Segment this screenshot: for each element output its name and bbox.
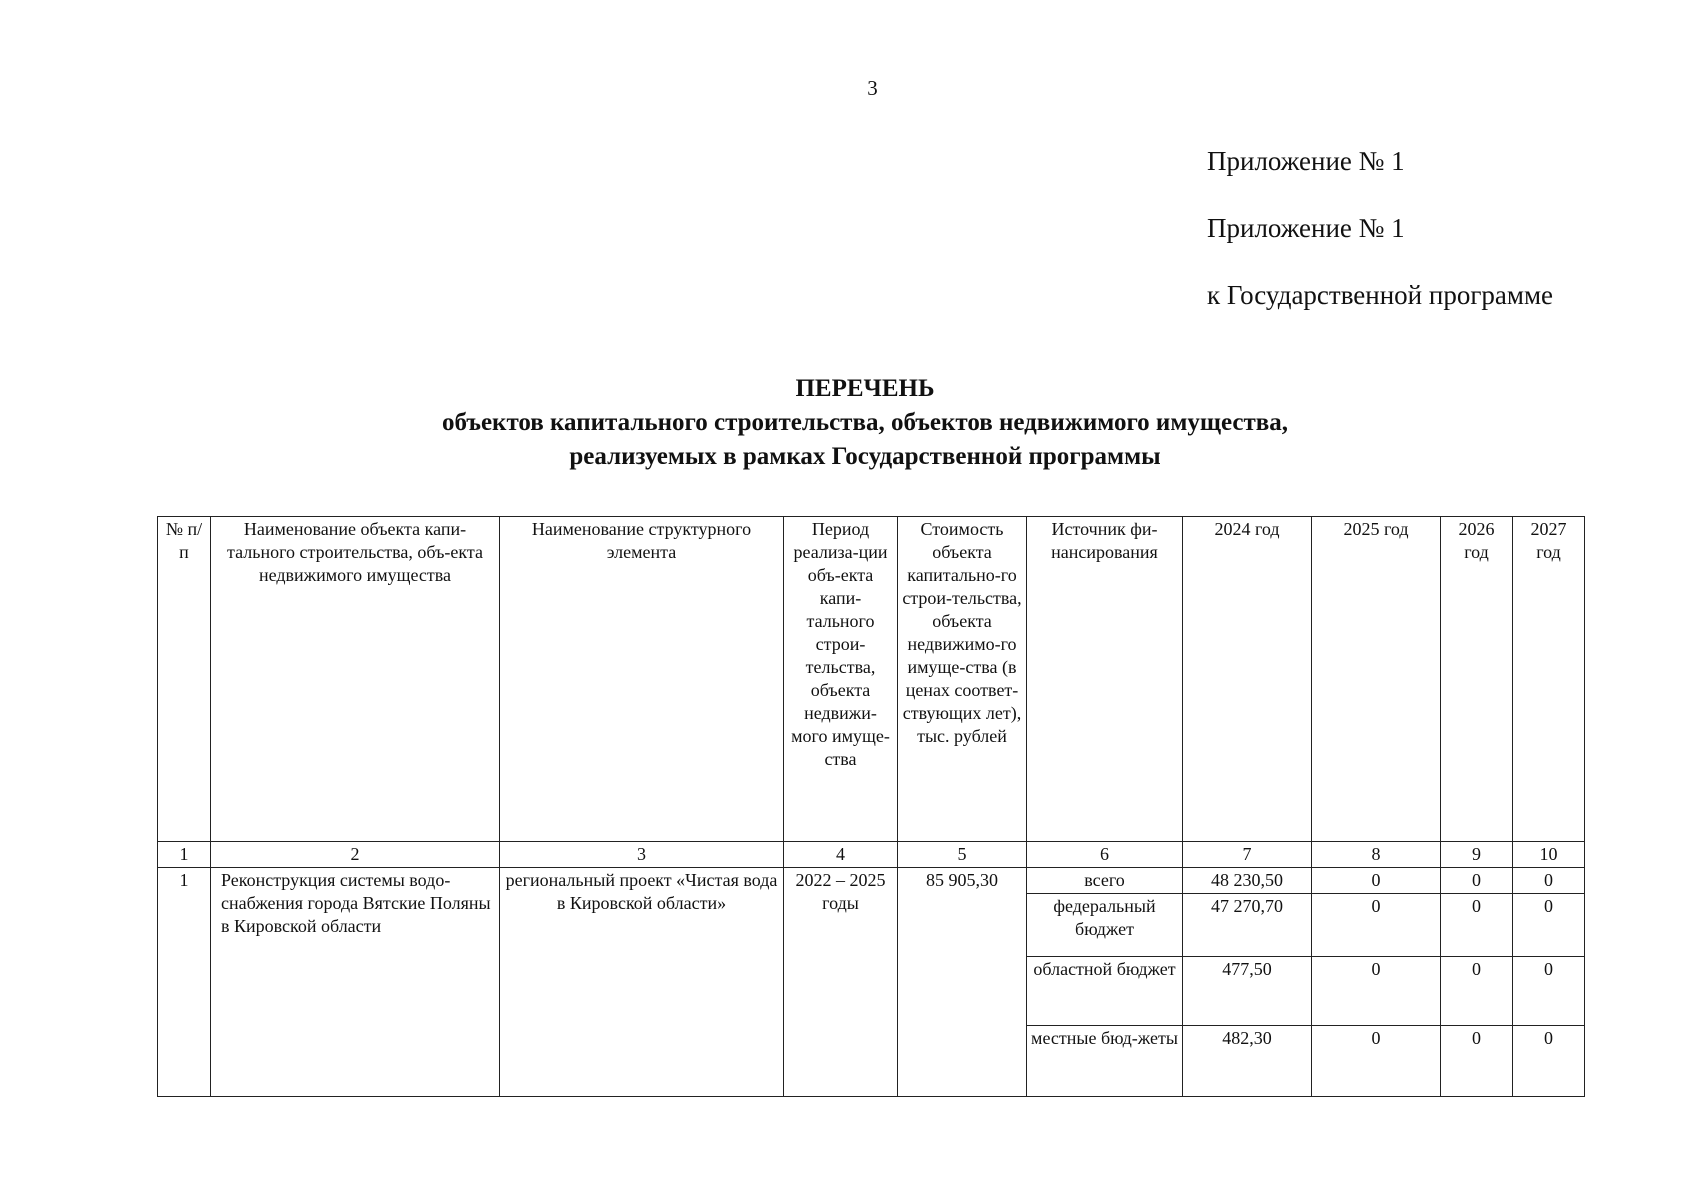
header-cost: Стоимость объекта капитально-го строи-тельства, объекта недвижимо-го имуще-ства (в ценах соответ-ствующих лет), тыс. рублей <box>898 517 1027 842</box>
header-num: № п/п <box>158 517 211 842</box>
document-title <box>330 372 1400 474</box>
column-number: 6 <box>1027 842 1183 868</box>
column-number: 4 <box>784 842 898 868</box>
header-source: Источник фи-нансирования <box>1027 517 1183 842</box>
implementation-period: 2022 – 2025 годы <box>784 868 898 1097</box>
header-2025: 2025 год <box>1312 517 1441 842</box>
value-2027: 0 <box>1513 1026 1585 1097</box>
row-num: 1 <box>158 868 211 1097</box>
value-2025: 0 <box>1312 1026 1441 1097</box>
appendix-line-3: к Государственной программе <box>1207 280 1554 310</box>
value-2025: 0 <box>1312 868 1441 894</box>
structural-element: региональный проект «Чистая вода в Кировской области» <box>500 868 784 1097</box>
header-2024: 2024 год <box>1183 517 1312 842</box>
column-number: 5 <box>898 842 1027 868</box>
header-2026: 2026 год <box>1441 517 1513 842</box>
object-name: Реконструкция системы водо-снабжения города Вятские Поляны в Кировской области <box>211 868 500 1097</box>
value-2024: 47 270,70 <box>1183 894 1312 957</box>
appendix-line-2: Приложение № 1 <box>1207 213 1405 243</box>
title-line-1: ПЕРЕЧЕНЬ <box>795 375 935 402</box>
value-2027: 0 <box>1513 868 1585 894</box>
column-number: 7 <box>1183 842 1312 868</box>
value-2026: 0 <box>1441 1026 1513 1097</box>
header-2027: 2027 год <box>1513 517 1585 842</box>
value-2027: 0 <box>1513 957 1585 1026</box>
header-row <box>158 517 1585 842</box>
financing-source: всего <box>1027 868 1183 894</box>
column-number: 10 <box>1513 842 1585 868</box>
title-line-3: реализуемых в рамках Государственной программы <box>569 443 1161 470</box>
column-number: 2 <box>211 842 500 868</box>
header-element: Наименование структурного элемента <box>500 517 784 842</box>
value-2026: 0 <box>1441 868 1513 894</box>
value-2024: 482,30 <box>1183 1026 1312 1097</box>
column-number: 1 <box>158 842 211 868</box>
value-2025: 0 <box>1312 957 1441 1026</box>
header-period: Период реализа-ции объ-екта капи-тального строи-тельства, объекта недвижи-мого имуще-ства <box>784 517 898 842</box>
title-line-2: объектов капитального строительства, объектов недвижимого имущества, <box>442 409 1288 436</box>
column-number-row <box>158 842 1585 868</box>
column-number: 8 <box>1312 842 1441 868</box>
column-number: 3 <box>500 842 784 868</box>
column-number: 9 <box>1441 842 1513 868</box>
value-2024: 477,50 <box>1183 957 1312 1026</box>
financing-source: федеральный бюджет <box>1027 894 1183 957</box>
objects-table <box>157 516 1585 1097</box>
value-2027: 0 <box>1513 894 1585 957</box>
header-object: Наименование объекта капи-тального строительства, объ-екта недвижимого имущества <box>211 517 500 842</box>
financing-source: областной бюджет <box>1027 957 1183 1026</box>
page-number: 3 <box>867 76 878 100</box>
value-2025: 0 <box>1312 894 1441 957</box>
table-row <box>158 868 1585 894</box>
value-2026: 0 <box>1441 894 1513 957</box>
value-2026: 0 <box>1441 957 1513 1026</box>
value-2024: 48 230,50 <box>1183 868 1312 894</box>
financing-source: местные бюд-жеты <box>1027 1026 1183 1097</box>
object-cost: 85 905,30 <box>898 868 1027 1097</box>
appendix-line-1: Приложение № 1 <box>1207 146 1405 176</box>
